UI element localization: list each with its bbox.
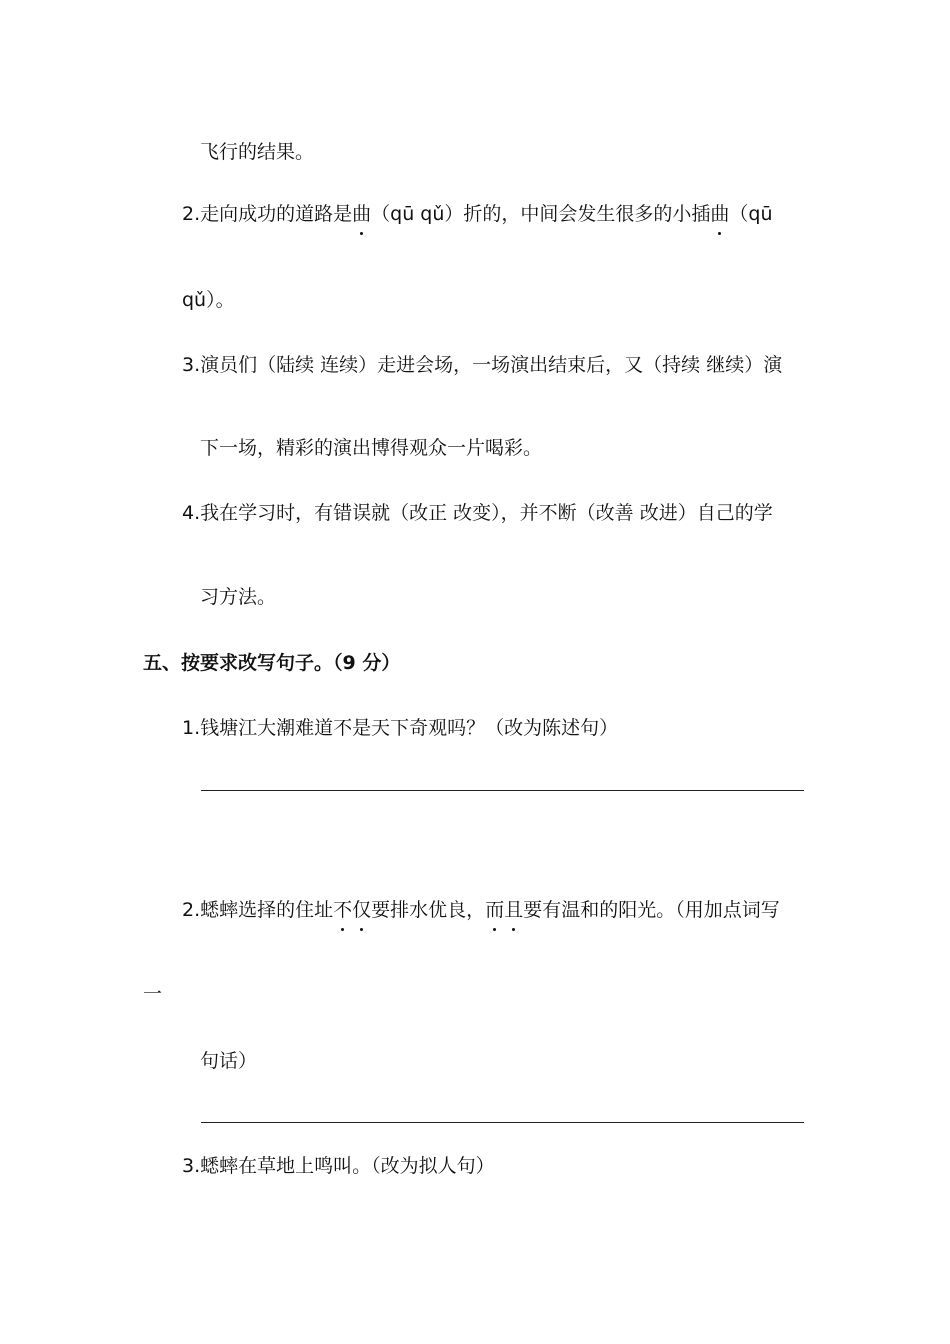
emphasis-char-qu-2: 曲 [710,203,730,225]
rewrite-question-3: 3.蟋蟀在草地上鸣叫。（改为拟人句） [182,1155,495,1177]
answer-line-1 [201,790,804,791]
section-5-heading: 五、按要求改写句子。（9 分） [143,652,401,674]
question-2-text-c: （qū [729,203,773,225]
answer-line-2 [201,1122,804,1123]
question-2-continuation: qǔ）。 [182,289,235,311]
emphasis-char-jin: 仅 [352,899,372,921]
rewrite-question-2-text-a: 2.蟋蟀选择的住址 [182,899,334,921]
rewrite-question-2-text-c: 要有温和的阳光。（用加点词写 [523,899,780,921]
question-3-line: 3.演员们（陆续 连续）走进会场，一场演出结束后，又（持续 继续）演 [182,354,783,376]
answer-line-continuation: 飞行的结果。 [200,141,315,163]
rewrite-question-2-continuation: 句话） [200,1050,258,1072]
emphasis-char-bu: 不 [333,899,353,921]
rewrite-question-2-wrap: 一 [143,983,163,1005]
emphasis-char-er: 而 [485,899,505,921]
rewrite-question-2-text-b: 要排水优良， [371,899,486,921]
question-2-text-b: （qū qǔ）折的，中间会发生很多的小插 [371,203,711,225]
question-3-continuation: 下一场，精彩的演出博得观众一片喝彩。 [200,437,543,459]
question-2-line [182,202,773,226]
rewrite-question-2 [182,898,780,922]
rewrite-question-1: 1.钱塘江大潮难道不是天下奇观吗？（改为陈述句） [182,717,619,739]
emphasis-char-qie: 且 [504,899,524,921]
question-2-text-a: 2.走向成功的道路是 [182,203,353,225]
emphasis-char-qu-1: 曲 [352,203,372,225]
question-4-continuation: 习方法。 [200,586,277,608]
question-4-line: 4.我在学习时，有错误就（改正 改变），并不断（改善 改进）自己的学 [182,502,773,524]
